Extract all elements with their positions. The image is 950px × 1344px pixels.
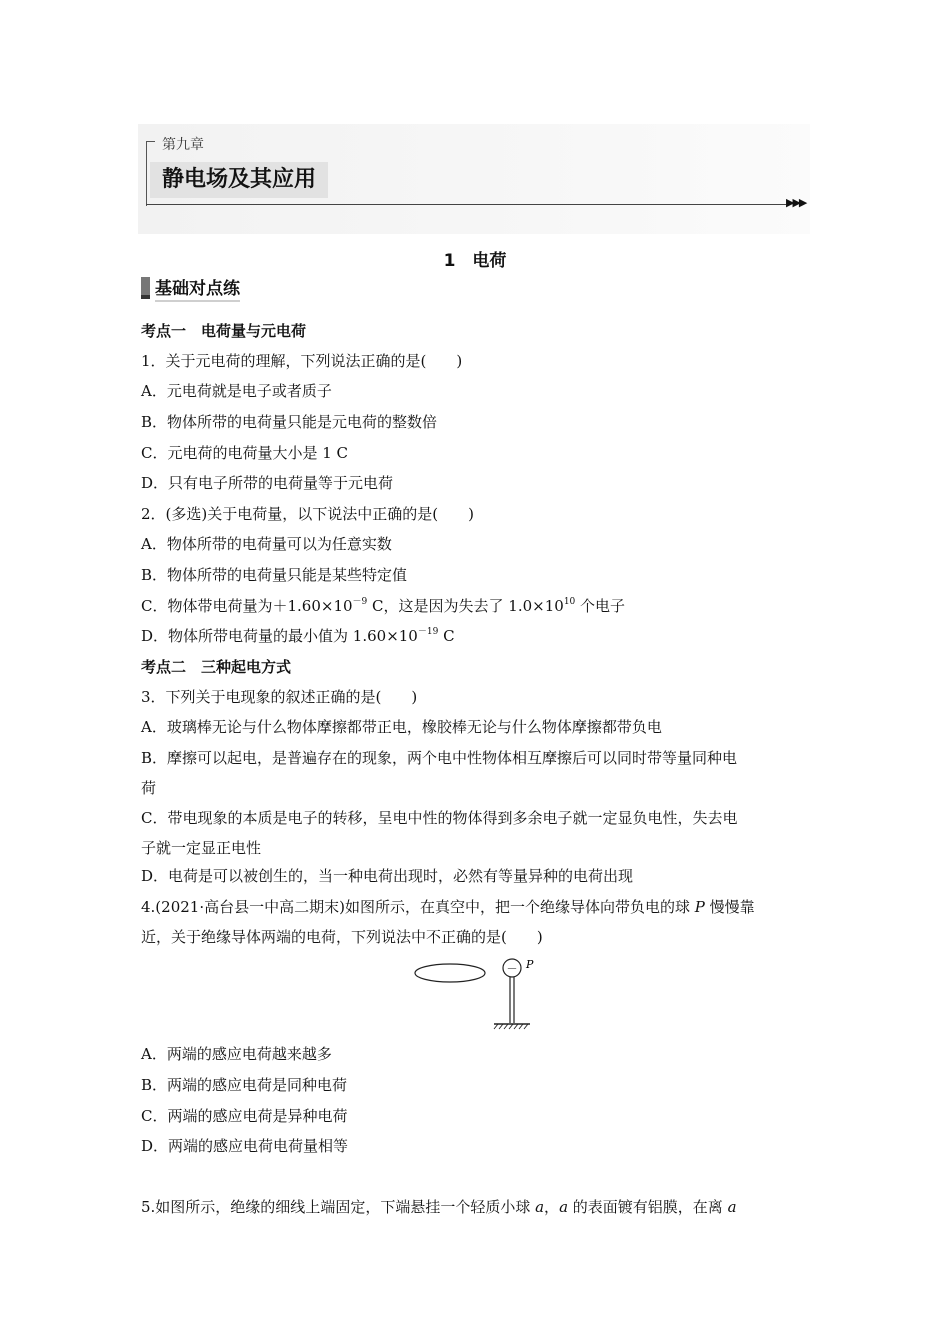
option: B．摩擦可以起电，是普遍存在的现象，两个电中性物体相互摩擦后可以同时带等量同种电 — [141, 749, 738, 767]
option-text: D．物体所带电荷量的最小值为 1.60×10 — [141, 627, 418, 645]
variable: a — [727, 1198, 737, 1216]
option: A．玻璃棒无论与什么物体摩擦都带正电，橡胶棒无论与什么物体摩擦都带负电 — [141, 718, 662, 736]
option: B．物体所带的电荷量只能是元电荷的整数倍 — [141, 413, 438, 431]
option: C．两端的感应电荷是异种电荷 — [141, 1107, 348, 1125]
variable: a — [559, 1198, 569, 1216]
chapter-title: 静电场及其应用 — [150, 162, 328, 198]
exponent: －9 — [352, 597, 368, 607]
option: D．只有电子所带的电荷量等于元电荷 — [141, 474, 394, 492]
option — [141, 626, 455, 646]
banner-rule — [146, 204, 786, 205]
stem-text: 5.如图所示，绝缘的细线上端固定，下端悬挂一个轻质小球 — [141, 1198, 536, 1216]
option: D．电荷是可以被创生的，当一种电荷出现时，必然有等量异种的电荷出现 — [141, 867, 634, 885]
insulated-conductor — [415, 964, 485, 982]
exponent: 10 — [563, 597, 576, 607]
option: A．两端的感应电荷越来越多 — [141, 1045, 332, 1063]
stem-text: 慢慢靠 — [704, 898, 755, 916]
stem-text: ， — [544, 1198, 560, 1216]
option: B．两端的感应电荷是同种电荷 — [141, 1076, 348, 1094]
topic-heading: 考点二 三种起电方式 — [141, 658, 292, 676]
conductor-ball-figure — [410, 955, 550, 1035]
chapter-number: 第九章 — [162, 137, 204, 153]
option-text: 个电子 — [575, 597, 626, 615]
section-marker-icon — [141, 277, 150, 299]
section-heading — [141, 276, 240, 300]
question-stem-continuation: 近，关于绝缘导体两端的电荷，下列说法中不正确的是( ) — [141, 928, 543, 946]
option: C．带电现象的本质是电子的转移，呈电中性的物体得到多余电子就一定显负电性，失去电 — [141, 809, 738, 827]
option: A．物体所带的电荷量可以为任意实数 — [141, 535, 392, 553]
option: D．两端的感应电荷电荷量相等 — [141, 1137, 349, 1155]
stem-text: 4.(2021·高台县一中高二期末)如图所示，在真空中，把一个绝缘导体向带负电的球 — [141, 898, 695, 916]
option: C．元电荷的电荷量大小是 1 C — [141, 444, 349, 462]
section-label: 基础对点练 — [155, 274, 240, 302]
ball-sign: － — [506, 962, 518, 975]
topic-heading: 考点一 电荷量与元电荷 — [141, 322, 307, 340]
exponent: －19 — [417, 627, 439, 637]
option-continuation: 子就一定显正电性 — [141, 839, 262, 857]
question-stem: 2．(多选)关于电荷量，以下说法中正确的是( ) — [141, 505, 474, 523]
ball-label: P — [526, 958, 534, 971]
arrow-icon: ▶▶▶ — [786, 196, 806, 209]
question-stem: 3．下列关于电现象的叙述正确的是( ) — [141, 688, 418, 706]
stem-text: 的表面镀有铝膜，在离 — [568, 1198, 728, 1216]
question-stem: 1．关于元电荷的理解，下列说法正确的是( ) — [141, 352, 463, 370]
option: B．物体所带的电荷量只能是某些特定值 — [141, 566, 408, 584]
option: A．元电荷就是电子或者质子 — [141, 382, 332, 400]
option — [141, 596, 625, 616]
option-text: C，这是因为失去了 1.0×10 — [367, 597, 564, 615]
option-continuation: 荷 — [141, 779, 157, 797]
option-text: C — [438, 627, 455, 645]
ground-hatching — [494, 1024, 528, 1029]
option-text: C．物体带电荷量为＋1.60×10 — [141, 597, 353, 615]
variable: a — [535, 1198, 545, 1216]
variable: P — [694, 898, 705, 916]
chapter-banner — [138, 124, 810, 234]
question-stem — [141, 1197, 737, 1217]
question-stem — [141, 897, 755, 917]
lesson-title: 1 电荷 — [443, 251, 507, 271]
